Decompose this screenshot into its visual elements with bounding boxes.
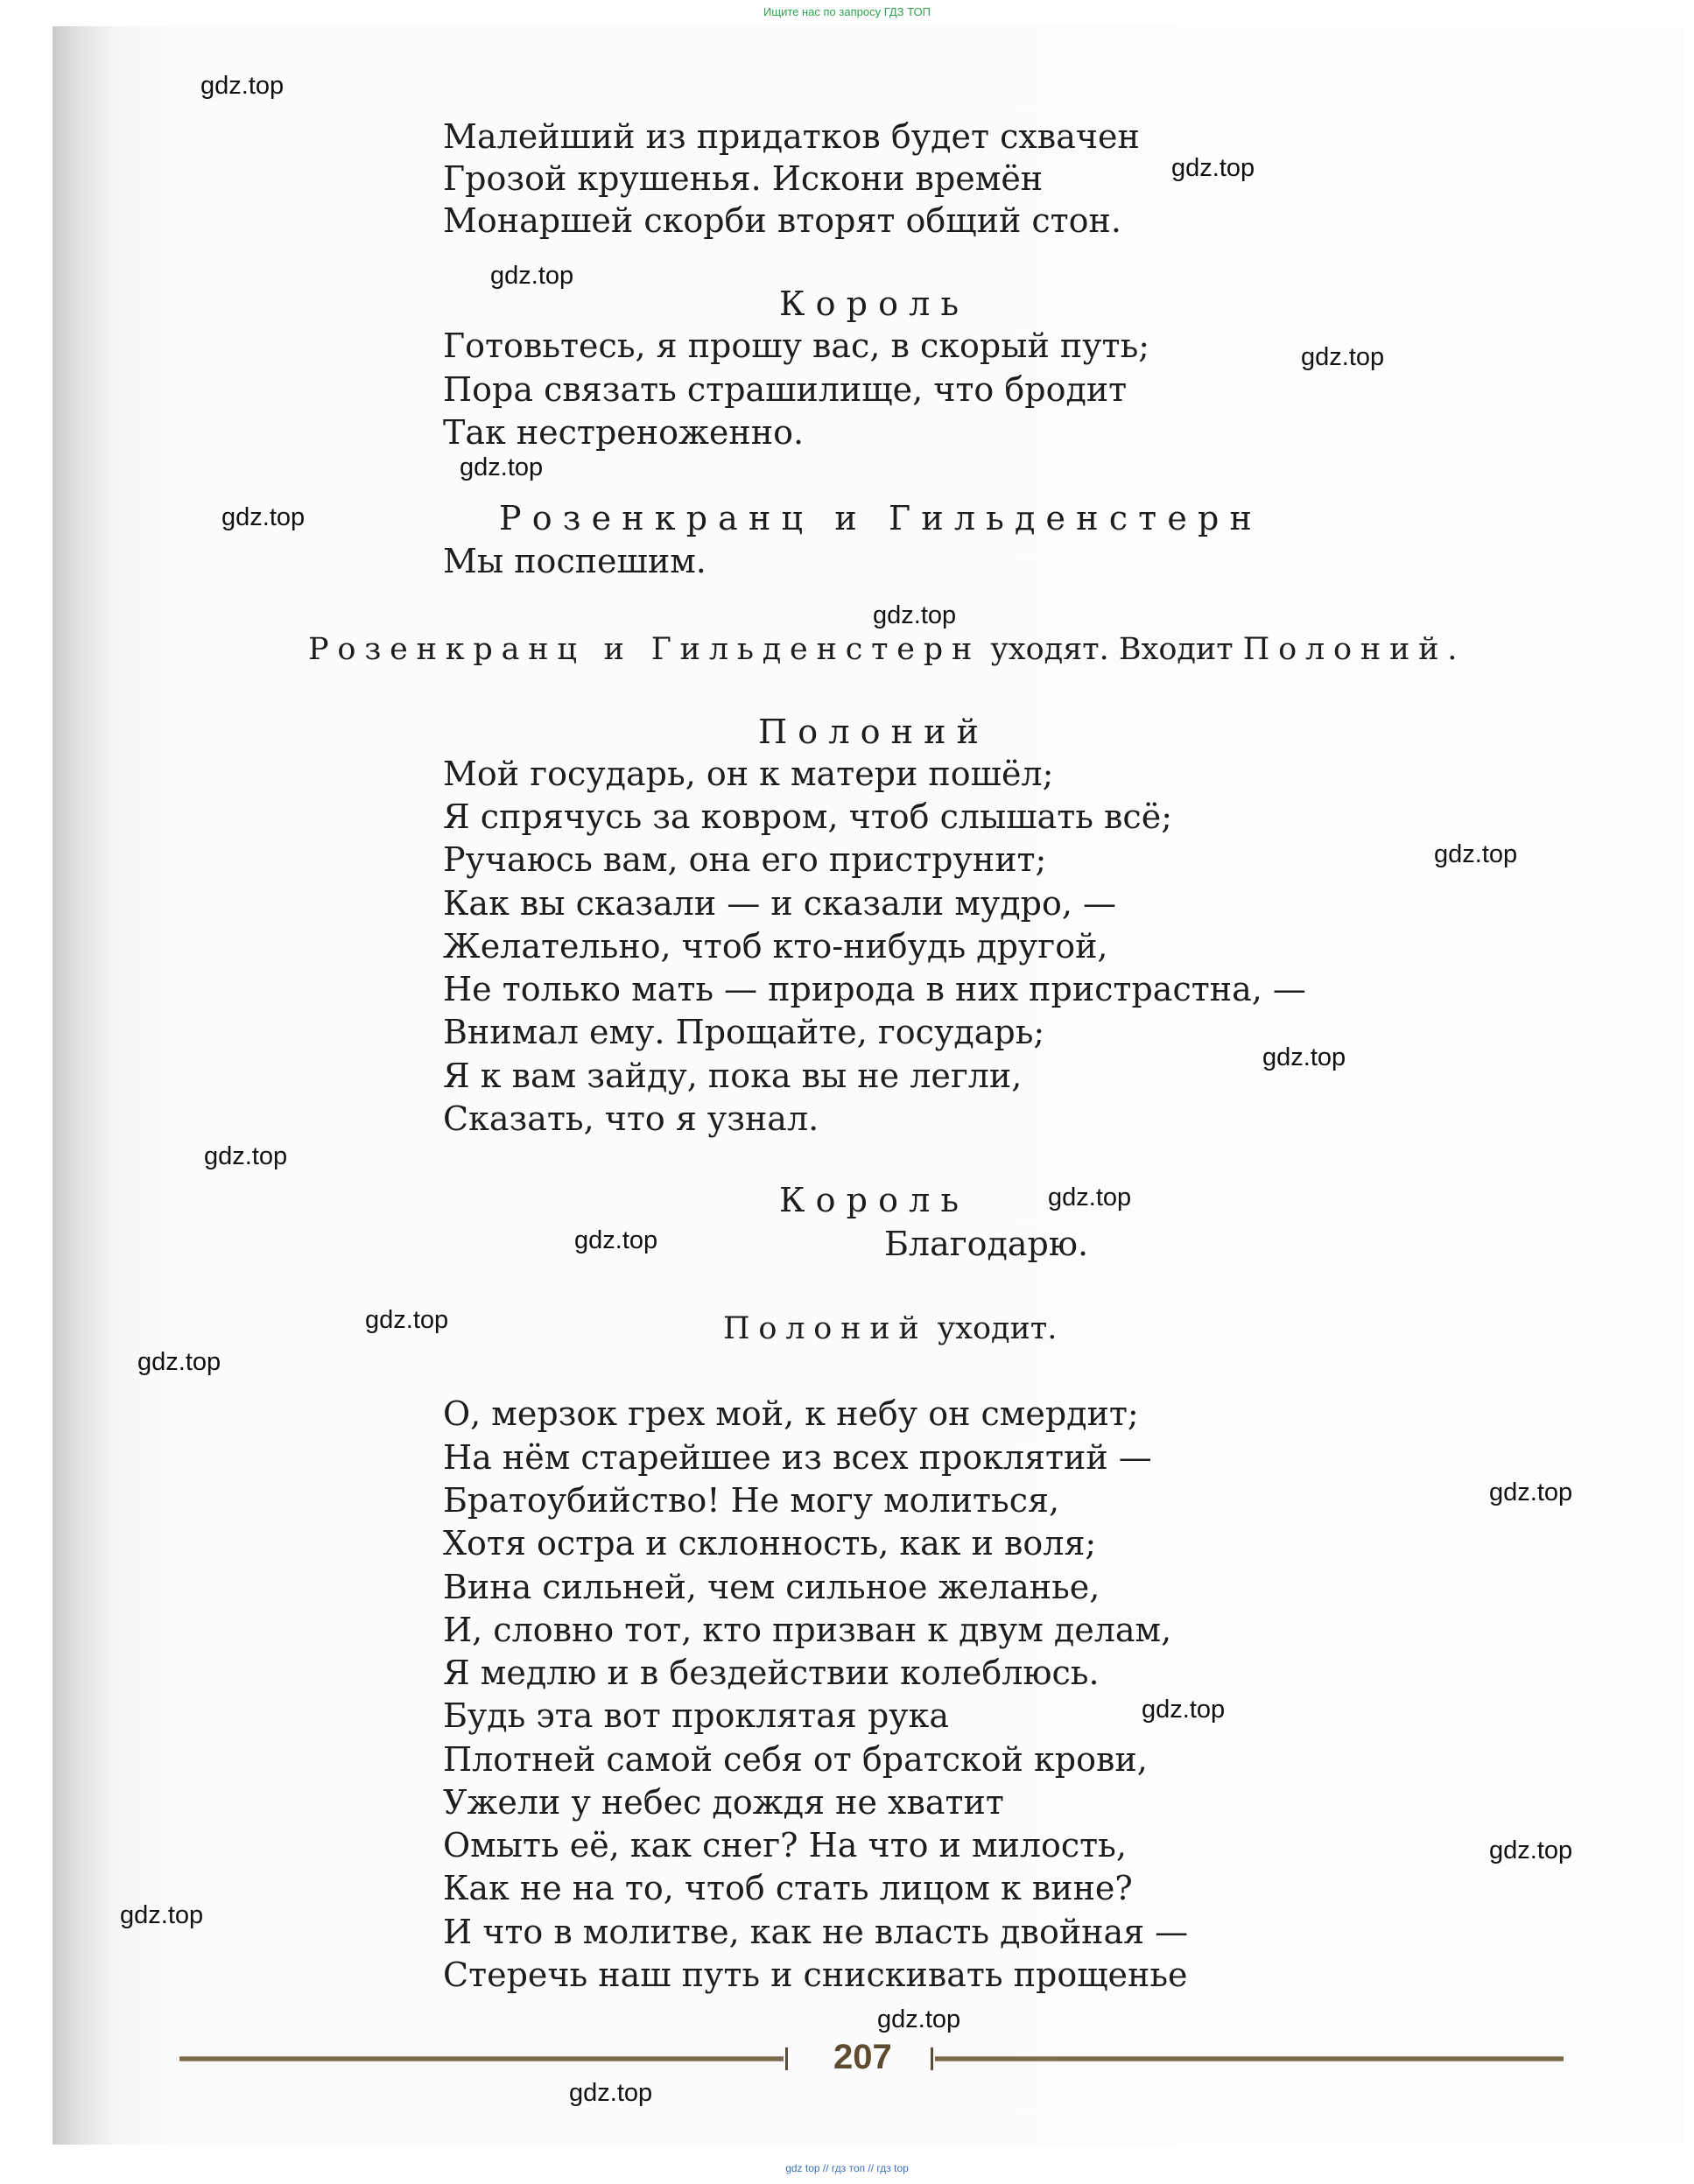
verse-line-thanks: Благодарю. xyxy=(884,1225,1089,1263)
speaker-king: Король xyxy=(779,284,970,323)
watermark: gdz.top xyxy=(460,453,544,481)
watermark: gdz.top xyxy=(221,503,306,531)
verse-line: Омыть её, как снег? На что и милость, xyxy=(443,1826,1127,1864)
header-note: Ищите нас по запросу ГДЗ ТОП xyxy=(763,5,931,18)
verse-line: Как не на то, чтоб стать лицом к вине? xyxy=(443,1869,1133,1907)
verse-line: Мы поспешим. xyxy=(443,542,706,580)
speaker-king: Король xyxy=(779,1181,970,1219)
watermark: gdz.top xyxy=(877,2005,961,2033)
watermark: gdz.top xyxy=(137,1348,221,1376)
verse-line: На нём старейшее из всех проклятий — xyxy=(443,1438,1152,1477)
watermark: gdz.top xyxy=(1301,343,1385,371)
verse-line: Мой государь, он к матери пошёл; xyxy=(443,755,1054,793)
verse-line: Пора связать страшилище, что бродит xyxy=(443,370,1128,409)
watermark: gdz.top xyxy=(1434,840,1518,868)
verse-line: Не только мать — природа в них пристрастна, — xyxy=(443,970,1306,1008)
verse-line: И, словно тот, кто призван к двум делам, xyxy=(443,1611,1172,1649)
watermark: gdz.top xyxy=(200,72,285,100)
verse-line: Я к вам зайду, пока вы не легли, xyxy=(443,1057,1023,1095)
watermark: gdz.top xyxy=(120,1901,204,1929)
watermark: gdz.top xyxy=(365,1306,449,1334)
watermark: gdz.top xyxy=(574,1226,658,1254)
verse-line: Ужели у небес дождя не хватит xyxy=(443,1783,1004,1822)
verse-line: Стеречь наш путь и снискивать прощенье xyxy=(443,1956,1188,1994)
verse-line: Так нестреноженно. xyxy=(443,413,805,452)
footer-rule-end xyxy=(931,2047,933,2070)
watermark: gdz.top xyxy=(1171,154,1255,182)
verse-line: Монаршей скорби вторят общий стон. xyxy=(443,201,1121,240)
watermark: gdz.top xyxy=(1142,1696,1226,1724)
verse-line: Грозой крушенья. Искони времён xyxy=(443,159,1044,198)
verse-line: Готовьтесь, я прошу вас, в скорый путь; xyxy=(443,327,1150,365)
verse-line: Я спрячусь за ковром, чтоб слышать всё; xyxy=(443,797,1172,836)
stage-direction-names: Розенкранц и Гильденстерн xyxy=(308,632,981,667)
stage-direction-name: Полоний. xyxy=(1242,632,1466,667)
verse-line: Будь эта вот проклятая рука xyxy=(443,1696,950,1735)
watermark: gdz.top xyxy=(1489,1836,1573,1864)
watermark: gdz.top xyxy=(1048,1183,1132,1211)
verse-line: И что в молитве, как не власть двойная — xyxy=(443,1913,1189,1951)
footer-rule-end xyxy=(785,2047,788,2070)
verse-line: Сказать, что я узнал. xyxy=(443,1099,819,1138)
watermark: gdz.top xyxy=(1489,1478,1573,1506)
stage-direction-text: уходит. xyxy=(927,1311,1058,1346)
verse-line: Малейший из придатков будет схвачен xyxy=(443,117,1140,156)
verse-line: Братоубийство! Не могу молиться, xyxy=(443,1481,1060,1520)
verse-line: Внимал ему. Прощайте, государь; xyxy=(443,1013,1045,1051)
stage-direction-name: Полоний xyxy=(723,1311,928,1346)
verse-line: Желательно, чтоб кто-нибудь другой, xyxy=(443,927,1108,966)
watermark: gdz.top xyxy=(1262,1043,1346,1071)
page-number: 207 xyxy=(833,2038,892,2076)
stage-direction-exit xyxy=(308,629,1466,670)
verse-line: Вина сильней, чем сильное желанье, xyxy=(443,1568,1100,1606)
verse-line: Ручаюсь вам, она его приструнит; xyxy=(443,840,1047,879)
stage-direction-text: уходят. Входит xyxy=(981,632,1243,667)
verse-line: Плотней самой себя от братской крови, xyxy=(443,1740,1148,1779)
speaker-rosencrantz-guildenstern: Розенкранц и Гильденстерн xyxy=(499,499,1262,537)
watermark: gdz.top xyxy=(569,2079,653,2107)
verse-line: Хотя остра и склонность, как и воля; xyxy=(443,1524,1097,1563)
watermark: gdz.top xyxy=(490,262,574,290)
verse-line: Я медлю и в бездействии колеблюсь. xyxy=(443,1654,1100,1692)
stage-direction-polonius-exit xyxy=(723,1309,1057,1349)
footer-rule-right xyxy=(935,2056,1564,2061)
watermark: gdz.top xyxy=(204,1142,288,1170)
verse-line: Как вы сказали — и сказали мудро, — xyxy=(443,884,1116,923)
footer-rule-left xyxy=(179,2056,784,2061)
speaker-polonius: Полоний xyxy=(758,713,990,751)
footer-note: gdz top // гдз топ // гдз top xyxy=(785,2162,909,2174)
verse-line: О, мерзок грех мой, к небу он смердит; xyxy=(443,1394,1139,1433)
watermark: gdz.top xyxy=(873,601,957,629)
